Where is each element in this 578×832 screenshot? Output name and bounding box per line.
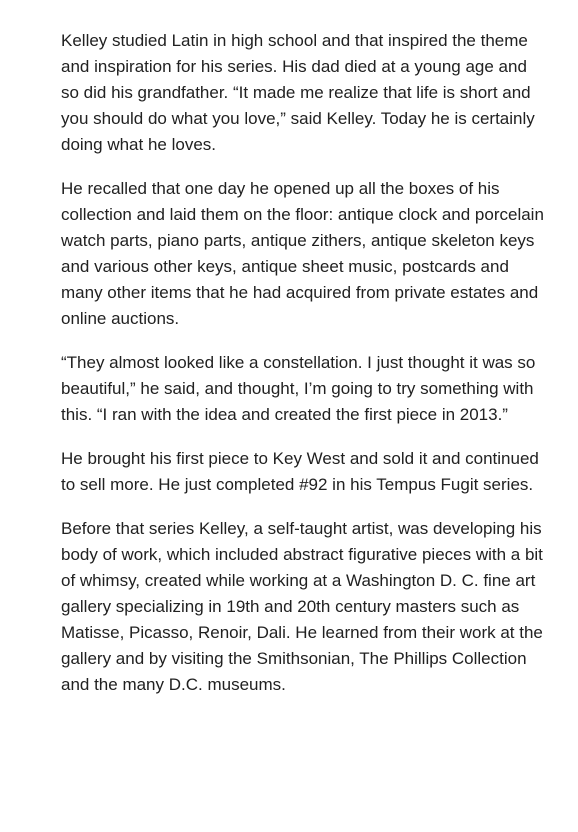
article-paragraph: He brought his first piece to Key West and sold it and continued to sell more. He just completed #92 in his Tempus Fugit series. (61, 449, 539, 494)
article-paragraph: He recalled that one day he opened up all the boxes of his collection and laid them on the floor: antique clock and porcelain watch parts, piano parts, antique zithers, antique skeleton keys and various other keys, antique sheet music, postcards and many other items that he had acquired from private estates and online auctions. (61, 179, 544, 328)
article-paragraph: Kelley studied Latin in high school and that inspired the theme and inspiration for his series. His dad died at a young age and so did his grandfather. “It made me realize that life is short and you should do what you love,” said Kelley. Today he is certainly doing what he loves. (61, 31, 535, 154)
article-paragraph: “They almost looked like a constellation. I just thought it was so beautiful,” he said, and thought, I’m going to try something with this. “I ran with the idea and created the first piece in 2013.” (61, 353, 536, 424)
article-paragraph: Before that series Kelley, a self-taught artist, was developing his body of work, which included abstract figurative pieces with a bit of whimsy, created while working at a Washington D. C. fine art gallery specializing in 19th and 20th century masters such as Matisse, Picasso, Renoir, Dali. He learned from their work at the gallery and by visiting the Smithsonian, The Phillips Collection and the many D.C. museums. (61, 519, 543, 694)
article-body (61, 28, 547, 716)
